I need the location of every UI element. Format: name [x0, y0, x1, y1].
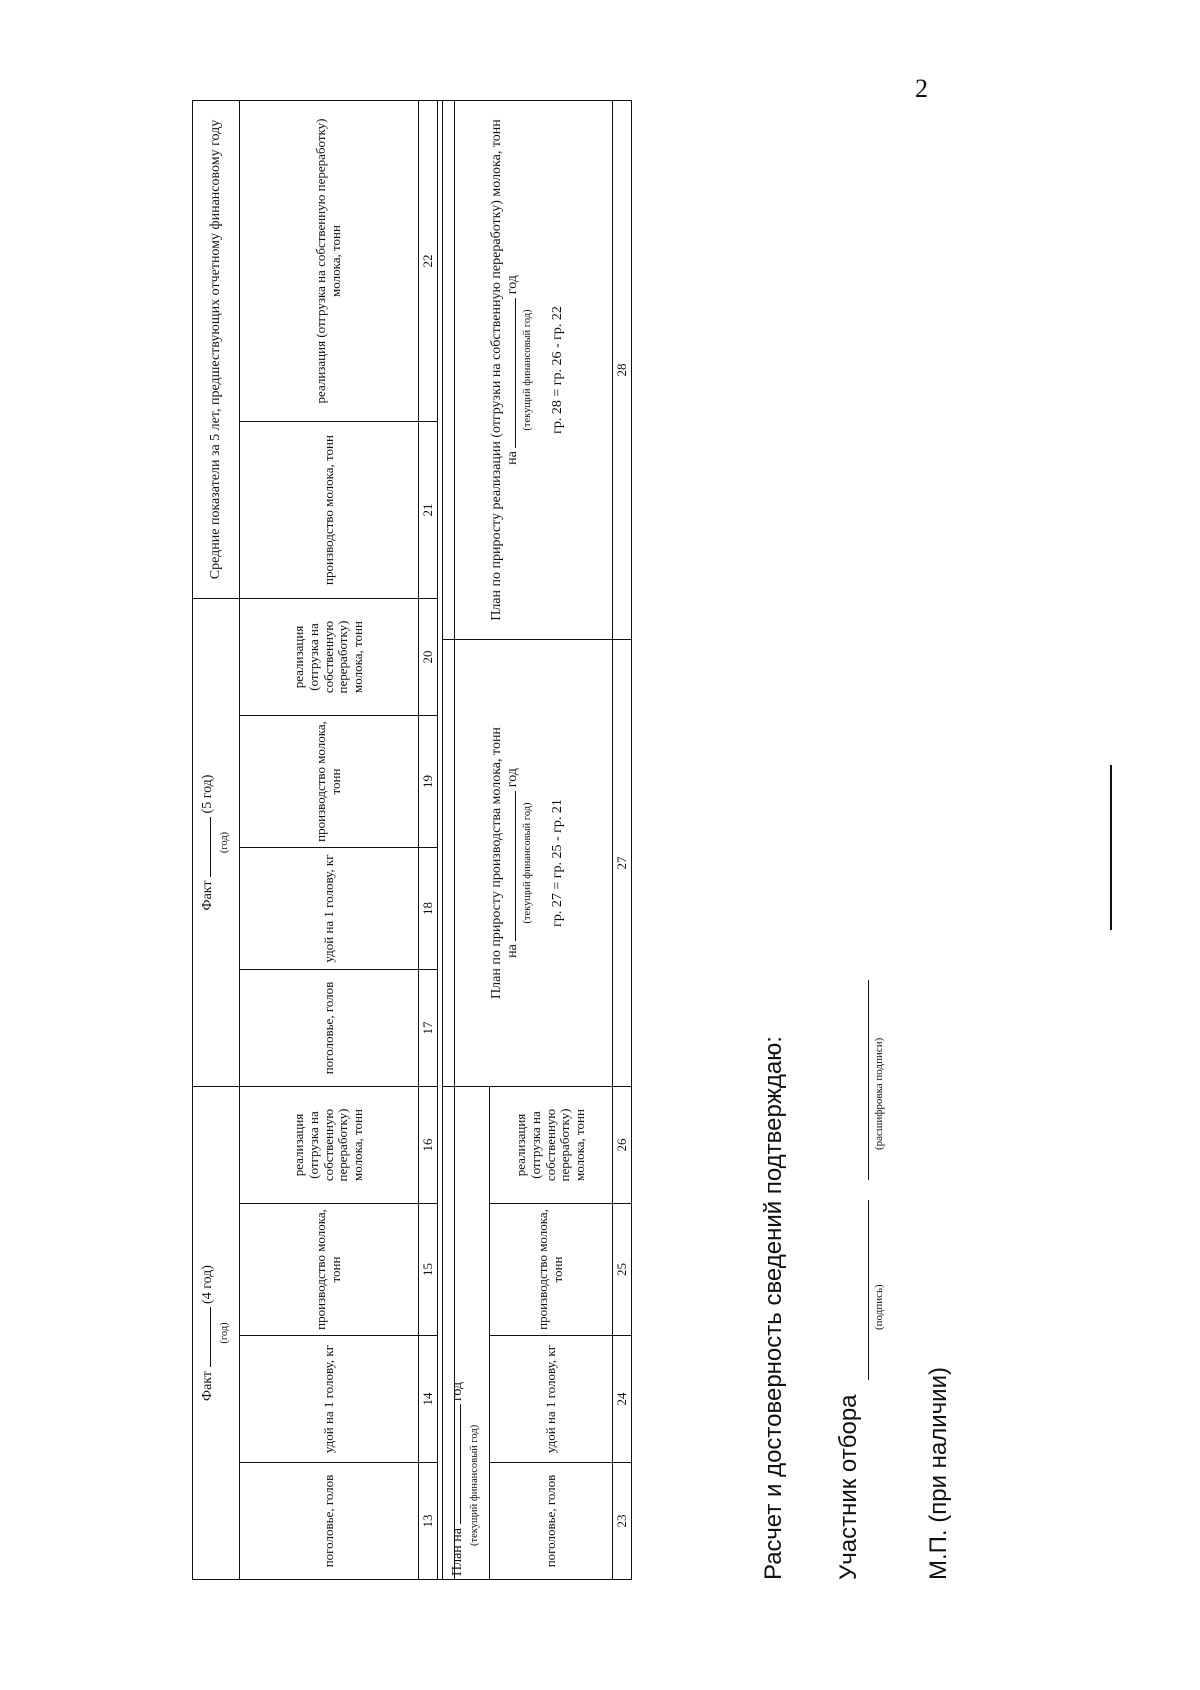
- plan-table-bottom: [442, 100, 632, 1580]
- realization-growth-plan: План по приросту реализации (отгрузки на собственную переработку) молока, тонн на год (текущий финансовый год) гр. 28 = гр. 26 - гр. 22: [443, 101, 613, 640]
- column-number: 17: [419, 970, 438, 1087]
- decode-caption: (расшифровка подписи): [873, 1037, 885, 1150]
- column-number: 21: [419, 422, 438, 599]
- stamp-label: М.П. (при наличии): [925, 1367, 952, 1580]
- column-number: 18: [419, 848, 438, 970]
- col-head-count: поголовье, голов: [240, 970, 419, 1087]
- page-number: 2: [915, 74, 928, 103]
- margin-rule: [1110, 765, 1112, 930]
- fact-5-year-header: Факт (5 год) (год): [193, 599, 240, 1087]
- col-yield: удой на 1 голову, кг: [490, 1336, 613, 1463]
- column-number: 22: [419, 101, 438, 422]
- rotated-page-content: [70, 20, 1170, 1620]
- indicators-table-top: [192, 100, 455, 1580]
- production-growth-plan: План по приросту производства молока, тонн на год (текущий финансовый год) гр. 27 = гр. 25 - гр. 21: [443, 640, 613, 1087]
- col-realization: реализация (отгрузка на собственную переработку) молока, тонн: [240, 1087, 419, 1204]
- col-yield: удой на 1 голову, кг: [240, 848, 419, 970]
- column-number: 20: [419, 599, 438, 716]
- col-realization: реализация (отгрузка на собственную переработку) молока, тонн: [240, 599, 419, 716]
- column-number: 14: [419, 1336, 438, 1463]
- col-realization: реализация (отгрузка на собственную переработку) молока, тонн: [490, 1087, 613, 1204]
- col-production: производство молока, тонн: [240, 716, 419, 848]
- plan-year-header: План на год (текущий финансовый год): [443, 1087, 490, 1580]
- column-number: 24: [613, 1336, 632, 1463]
- col-production: производство молока, тонн: [490, 1204, 613, 1336]
- column-number: 28: [613, 101, 632, 640]
- confirmation-text: Расчет и достоверность сведений подтверждаю:: [760, 1036, 787, 1580]
- fact-4-year-header: Факт (4 год) (год): [193, 1087, 240, 1580]
- signature-caption: (подпись): [873, 1284, 885, 1330]
- signature-line: [868, 1200, 869, 1380]
- col-production: производство молока, тонн: [240, 1204, 419, 1336]
- column-number: 16: [419, 1087, 438, 1204]
- column-number: 13: [419, 1463, 438, 1580]
- column-number: 26: [613, 1087, 632, 1204]
- column-number: 23: [613, 1463, 632, 1580]
- col-head-count: поголовье, голов: [490, 1463, 613, 1580]
- avg-5-years-header: Средние показатели за 5 лет, предшествующих отчетному финансовому году: [193, 101, 240, 599]
- column-number: 15: [419, 1204, 438, 1336]
- col-head-count: поголовье, голов: [240, 1463, 419, 1580]
- col-yield: удой на 1 голову, кг: [240, 1336, 419, 1463]
- col-avg-production: производство молока, тонн: [240, 422, 419, 599]
- participant-label: Участник отбора: [835, 1394, 862, 1580]
- column-number: 19: [419, 716, 438, 848]
- column-number: 27: [613, 640, 632, 1087]
- column-number: 25: [613, 1204, 632, 1336]
- col-avg-realization: реализация (отгрузка на собственную переработку) молока, тонн: [240, 101, 419, 422]
- decode-line: [868, 980, 869, 1180]
